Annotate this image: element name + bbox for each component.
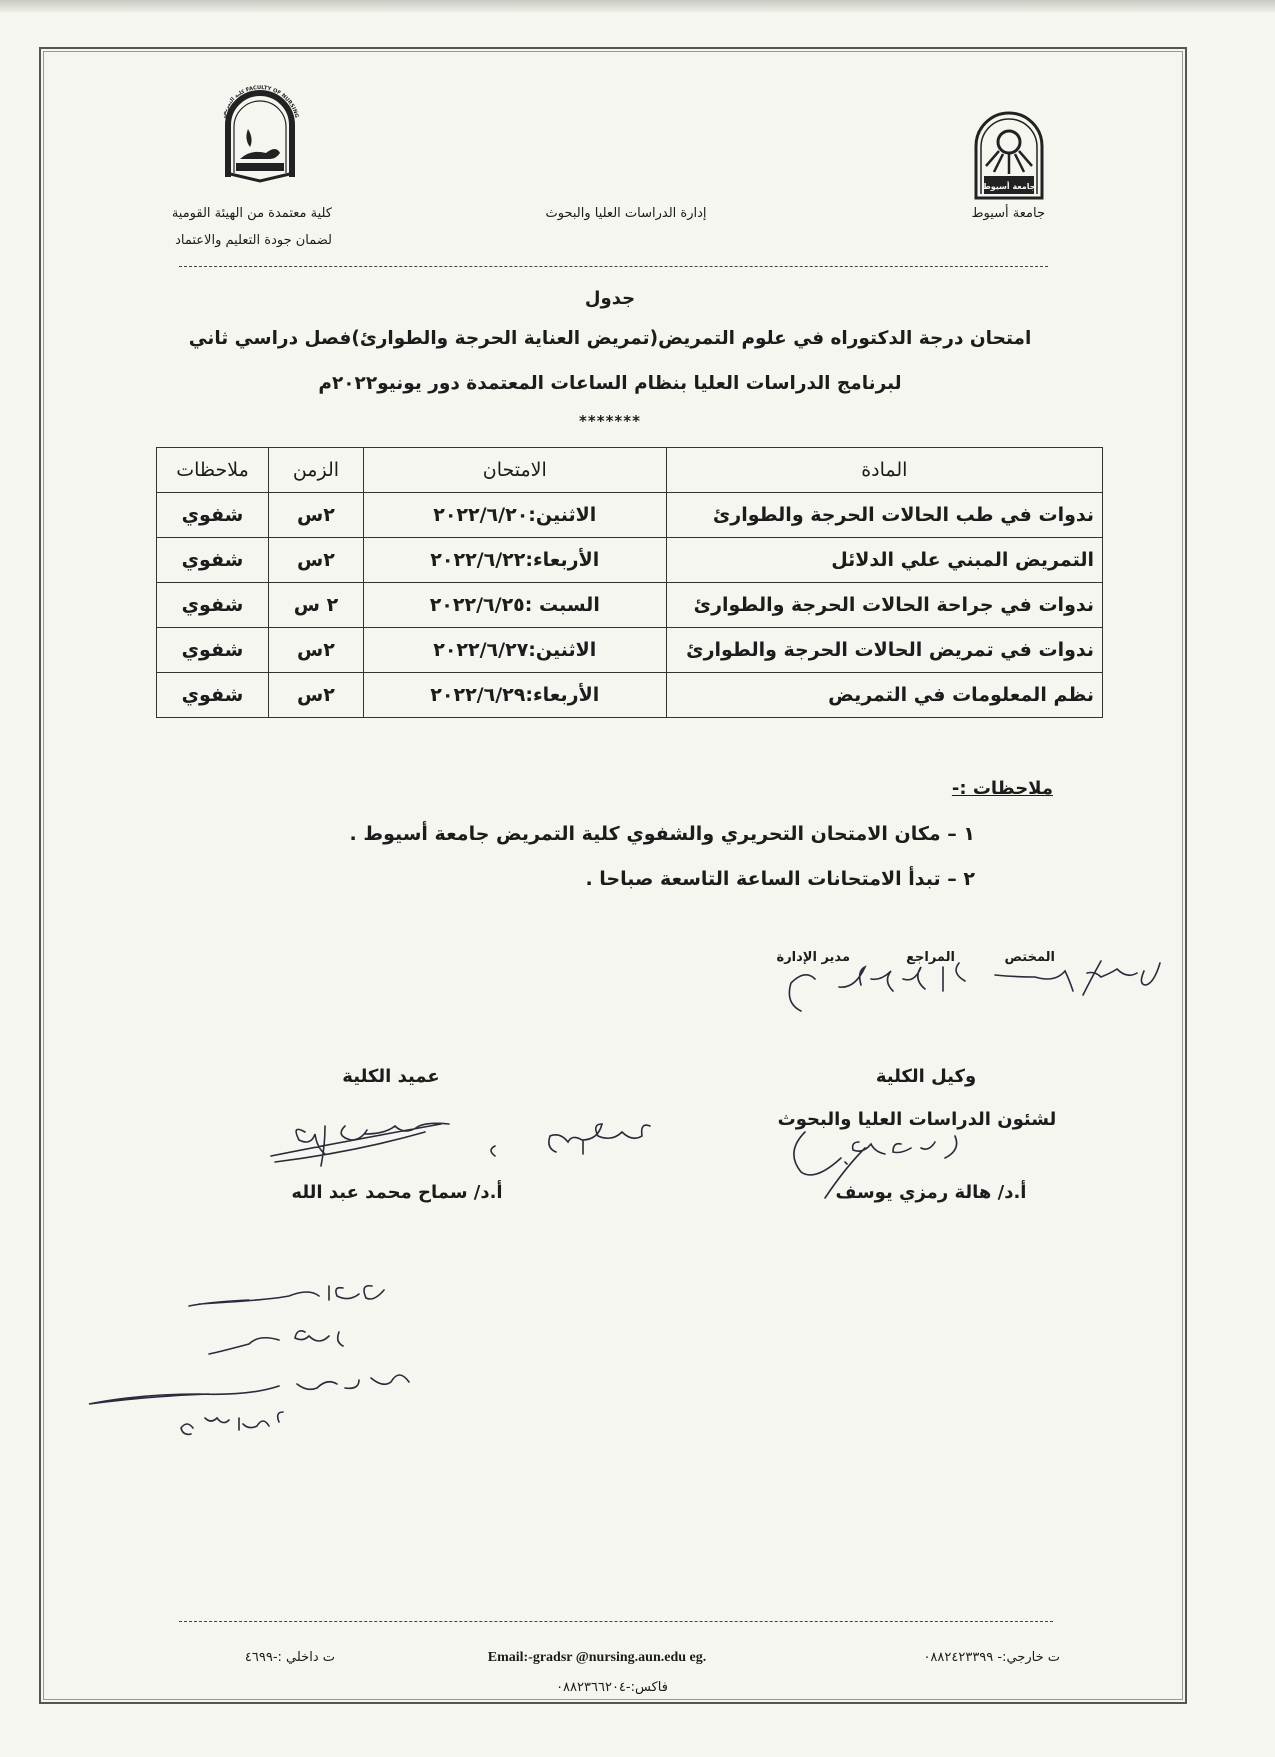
exam-date-cell: الأربعاء:٢٠٢٢/٦/٢٩: [363, 673, 666, 718]
vice-dean-signature: [785, 1128, 985, 1198]
accreditation-line-2: لضمان جودة التعليم والاعتماد: [175, 233, 332, 248]
vice-dean-subtitle: لشئون الدراسات العليا والبحوث: [777, 1109, 1057, 1130]
left-logo-lettering: كلية التمريض FACULTY OF NURSING: [220, 84, 300, 119]
duration-cell: ٢س: [268, 673, 363, 718]
accreditation-line-1: كلية معتمدة من الهيئة القومية: [171, 206, 332, 221]
subject-cell: ندوات في طب الحالات الحرجة والطوارئ: [666, 493, 1102, 538]
notes-cell: شفوي: [157, 628, 269, 673]
dean-title: عميد الكلية: [342, 1066, 440, 1087]
scan-edge: [0, 0, 1275, 12]
notes-cell: شفوي: [157, 538, 269, 583]
column-header-subject: المادة: [666, 448, 1102, 493]
title-separator-stars: *******: [579, 412, 641, 430]
duration-cell: ٢س: [268, 538, 363, 583]
notes-cell: شفوي: [157, 583, 269, 628]
handwritten-annotation: [89, 1280, 419, 1460]
table-row: [157, 493, 1103, 538]
subject-cell: ندوات في جراحة الحالات الحرجة والطوارئ: [666, 583, 1102, 628]
vice-dean-name: أ.د/ هالة رمزي يوسف: [835, 1182, 1027, 1203]
document-title-line-2: لبرنامج الدراسات العليا بنظام الساعات المعتمدة دور يونيو٢٠٢٢م: [318, 373, 902, 394]
subject-cell: نظم المعلومات في التمريض: [666, 673, 1102, 718]
exam-date-cell: الاثنين:٢٠٢٢/٦/٢٧: [363, 628, 666, 673]
department-name: إدارة الدراسات العليا والبحوث: [545, 206, 707, 221]
table-row: [157, 628, 1103, 673]
email-link[interactable]: Email:-gradsr @nursing.aun.edu eg.: [487, 1650, 707, 1665]
right-logo-lettering: جامعة أسيوط: [982, 182, 1036, 191]
notes-cell: شفوي: [157, 673, 269, 718]
table-header-row: [157, 448, 1103, 493]
subject-cell: التمريض المبني علي الدلائل: [666, 538, 1102, 583]
notes-heading: ملاحظات :-: [951, 778, 1053, 799]
header-divider: [179, 266, 1048, 267]
exam-schedule-table: [156, 447, 1103, 718]
note-item-1: ١ – مكان الامتحان التحريري والشفوي كلية التمريض جامعة أسيوط .: [349, 823, 975, 845]
table-row: [157, 673, 1103, 718]
external-phone: ت خارجي:- ٠٨٨٢٤٢٣٣٩٩: [923, 1650, 1060, 1665]
approval-director: مدير الإدارة: [776, 950, 850, 965]
assiut-university-logo-icon: [972, 112, 1046, 200]
column-header-exam: الامتحان: [363, 448, 666, 493]
exam-date-cell: الأربعاء:٢٠٢٢/٦/٢٢: [363, 538, 666, 583]
vice-dean-title: وكيل الكلية: [875, 1066, 977, 1087]
duration-cell: ٢ س: [268, 583, 363, 628]
table-row: [157, 538, 1103, 583]
table-row: [157, 583, 1103, 628]
faculty-of-nursing-logo-icon: [220, 84, 300, 181]
dean-name: أ.د/ سماح محمد عبد الله: [291, 1182, 503, 1203]
column-header-notes: ملاحظات: [157, 448, 269, 493]
dean-signature: [265, 1112, 675, 1182]
duration-cell: ٢س: [268, 628, 363, 673]
document-label: جدول: [584, 288, 636, 309]
note-item-2: ٢ – تبدأ الامتحانات الساعة التاسعة صباحا .: [585, 868, 975, 890]
approval-specialist: المختص: [1004, 950, 1055, 965]
exam-date-cell: السبت :٢٠٢٢/٦/٢٥: [363, 583, 666, 628]
fax-number: فاكس:-٠٨٨٢٣٦٦٢٠٤: [556, 1680, 668, 1695]
internal-phone: ت داخلي :-٤٦٩٩: [244, 1650, 335, 1665]
duration-cell: ٢س: [268, 493, 363, 538]
footer-divider: [179, 1621, 1053, 1622]
document-title-line-1: امتحان درجة الدكتوراه في علوم التمريض(تمريض العناية الحرجة والطوارئ)فصل دراسي ثاني: [188, 328, 1032, 349]
exam-date-cell: الاثنين:٢٠٢٢/٦/٢٠: [363, 493, 666, 538]
university-name: جامعة أسيوط: [971, 206, 1045, 221]
approval-signatures: [765, 955, 1165, 1030]
subject-cell: ندوات في تمريض الحالات الحرجة والطوارئ: [666, 628, 1102, 673]
notes-cell: شفوي: [157, 493, 269, 538]
approval-reviewer: المراجع: [906, 950, 955, 965]
column-header-time: الزمن: [268, 448, 363, 493]
